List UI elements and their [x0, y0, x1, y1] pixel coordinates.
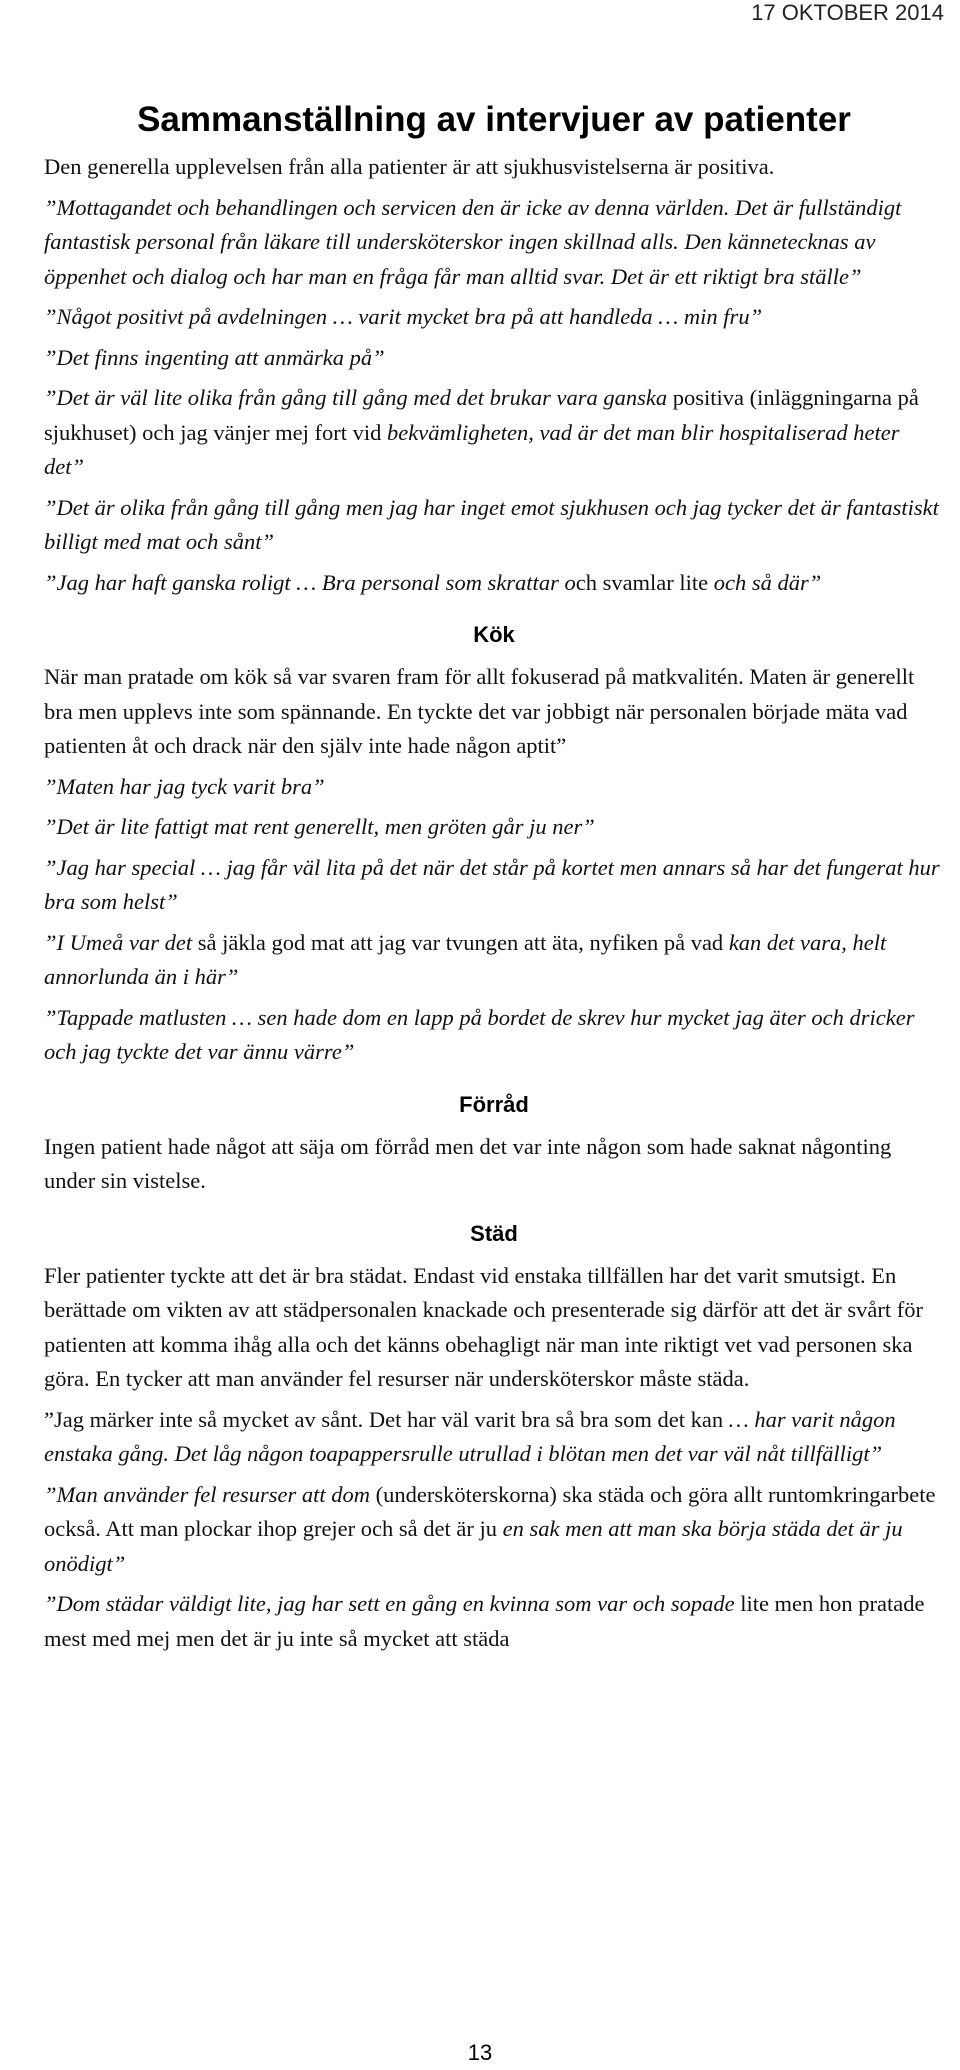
quote-text: Det är ett riktigt bra ställe” — [610, 263, 862, 289]
quote-text: positiva (inläggningarna på sjukhuset) och jag vänjer mej fort vid — [44, 385, 919, 445]
stad-quote-1 — [44, 1403, 944, 1472]
page-title: Sammanställning av intervjuer av patienter — [137, 100, 851, 139]
quote-text: ”Jag märker inte så mycket av sånt. Det har väl varit bra så bra som det kan — [44, 1406, 729, 1432]
document-body — [44, 100, 944, 1662]
quote-text: ch svamlar lite — [575, 569, 714, 595]
quote-text: en sak men att man ska börja städa det är ju onödigt” — [44, 1516, 903, 1576]
kok-quote-5: ”Tappade matlusten … sen hade dom en lapp på bordet de skrev hur mycket jag äter och dricker och jag tyckte det var ännu värre” — [44, 1004, 915, 1064]
kok-quote-2: ”Det är lite fattigt mat rent generellt, men gröten går ju ner” — [44, 814, 595, 839]
quote-text: … har varit någon enstaka gång. Det låg någon toapappersrulle utrullad i blötan men det var väl nåt tillfälligt” — [44, 1406, 896, 1466]
quote-text: ”Det är väl lite olika från gång till gång med det brukar vara ganska — [44, 385, 673, 410]
header-date: 17 OKTOBER 2014 — [751, 0, 944, 25]
quote-text: kan det vara, helt annorlunda än i här” — [44, 929, 887, 989]
kok-quote-4 — [44, 926, 944, 995]
quote-text: lite men hon pratade mest med mej men det är ju inte så mycket att städa — [44, 1591, 925, 1651]
intro-paragraph: Den generella upplevelsen från alla patienter är att sjukhusvistelserna är positiva. — [44, 154, 775, 179]
forrad-paragraph: Ingen patient hade något att säja om förråd men det var inte någon som hade saknat någonting under sin vistelse. — [44, 1133, 892, 1193]
quote-text: ”Jag har haft ganska roligt … Bra personal som skrattar o — [44, 569, 576, 595]
stad-paragraph: Fler patienter tyckte att det är bra städat. Endast vid enstaka tillfällen har det varit smutsigt. En berättade om vikten av att städpersonalen knackade och presenterade sig därför att det är svårt för patienten att komma ihåg alla och det känns obehagligt när man inte riktigt vet vad personen ska göra. En tycker att man använder fel resurser när undersköterskor måste städa. — [44, 1262, 923, 1391]
intro-quote-6 — [44, 566, 944, 601]
stad-quote-3 — [44, 1587, 944, 1656]
quote-text: och så där” — [713, 569, 822, 595]
section-heading-kok: Kök — [473, 622, 515, 647]
quote-text: så jäkla god mat att jag var tvungen att äta, nyfiken på vad — [197, 929, 729, 955]
quote-text: ”Dom städar väldigt lite, jag har sett en gång en kvinna som var och sopade — [44, 1591, 741, 1616]
kok-quote-3: ”Jag har special … jag får väl lita på det när det står på kortet men annars så har det fungerat hur bra som helst” — [44, 854, 940, 914]
intro-quote-4 — [44, 381, 944, 485]
stad-quote-2 — [44, 1478, 944, 1582]
quote-text: bekvämligheten, vad är det man blir hospitaliserad heter det” — [44, 419, 900, 479]
intro-quote-3: ”Det finns ingenting att anmärka på” — [44, 344, 385, 370]
intro-quote-1 — [44, 191, 944, 295]
intro-quote-5: ”Det är olika från gång till gång men jag har inget emot sjukhusen och jag tycker det är fantastiskt billigt med mat och sånt” — [44, 494, 939, 554]
intro-quote-2: ”Något positivt på avdelningen … varit mycket bra på att handleda … min fru” — [44, 304, 763, 329]
quote-text: ”Mottagandet och behandlingen och servicen den är icke av denna världen. Det är fullständigt fantastisk personal från läkare till undersköterskor ingen skillnad alls. Den kännetecknas av öppenhet och dialog och har man en fråga får man alltid svar. — [44, 194, 902, 289]
quote-text: ”I Umeå var det — [44, 929, 198, 955]
quote-text: ”Man använder fel resurser att dom — [44, 1481, 376, 1507]
page-number: 13 — [467, 2040, 493, 2065]
section-heading-forrad: Förråd — [459, 1091, 529, 1117]
kok-paragraph: När man pratade om kök så var svaren fram för allt fokuserad på matkvalitén. Maten är generellt bra men upplevs inte som spännande. En tyckte det var jobbigt när personalen började mäta vad patienten åt och drack när den själv inte hade någon aptit” — [44, 664, 915, 758]
quote-text: (undersköterskorna) ska städa och göra allt runtomkringarbete också. Att man plockar ihop grejer och så det är ju — [44, 1481, 936, 1541]
section-heading-stad: Städ — [470, 1220, 518, 1246]
kok-quote-1: ”Maten har jag tyck varit bra” — [44, 773, 325, 799]
